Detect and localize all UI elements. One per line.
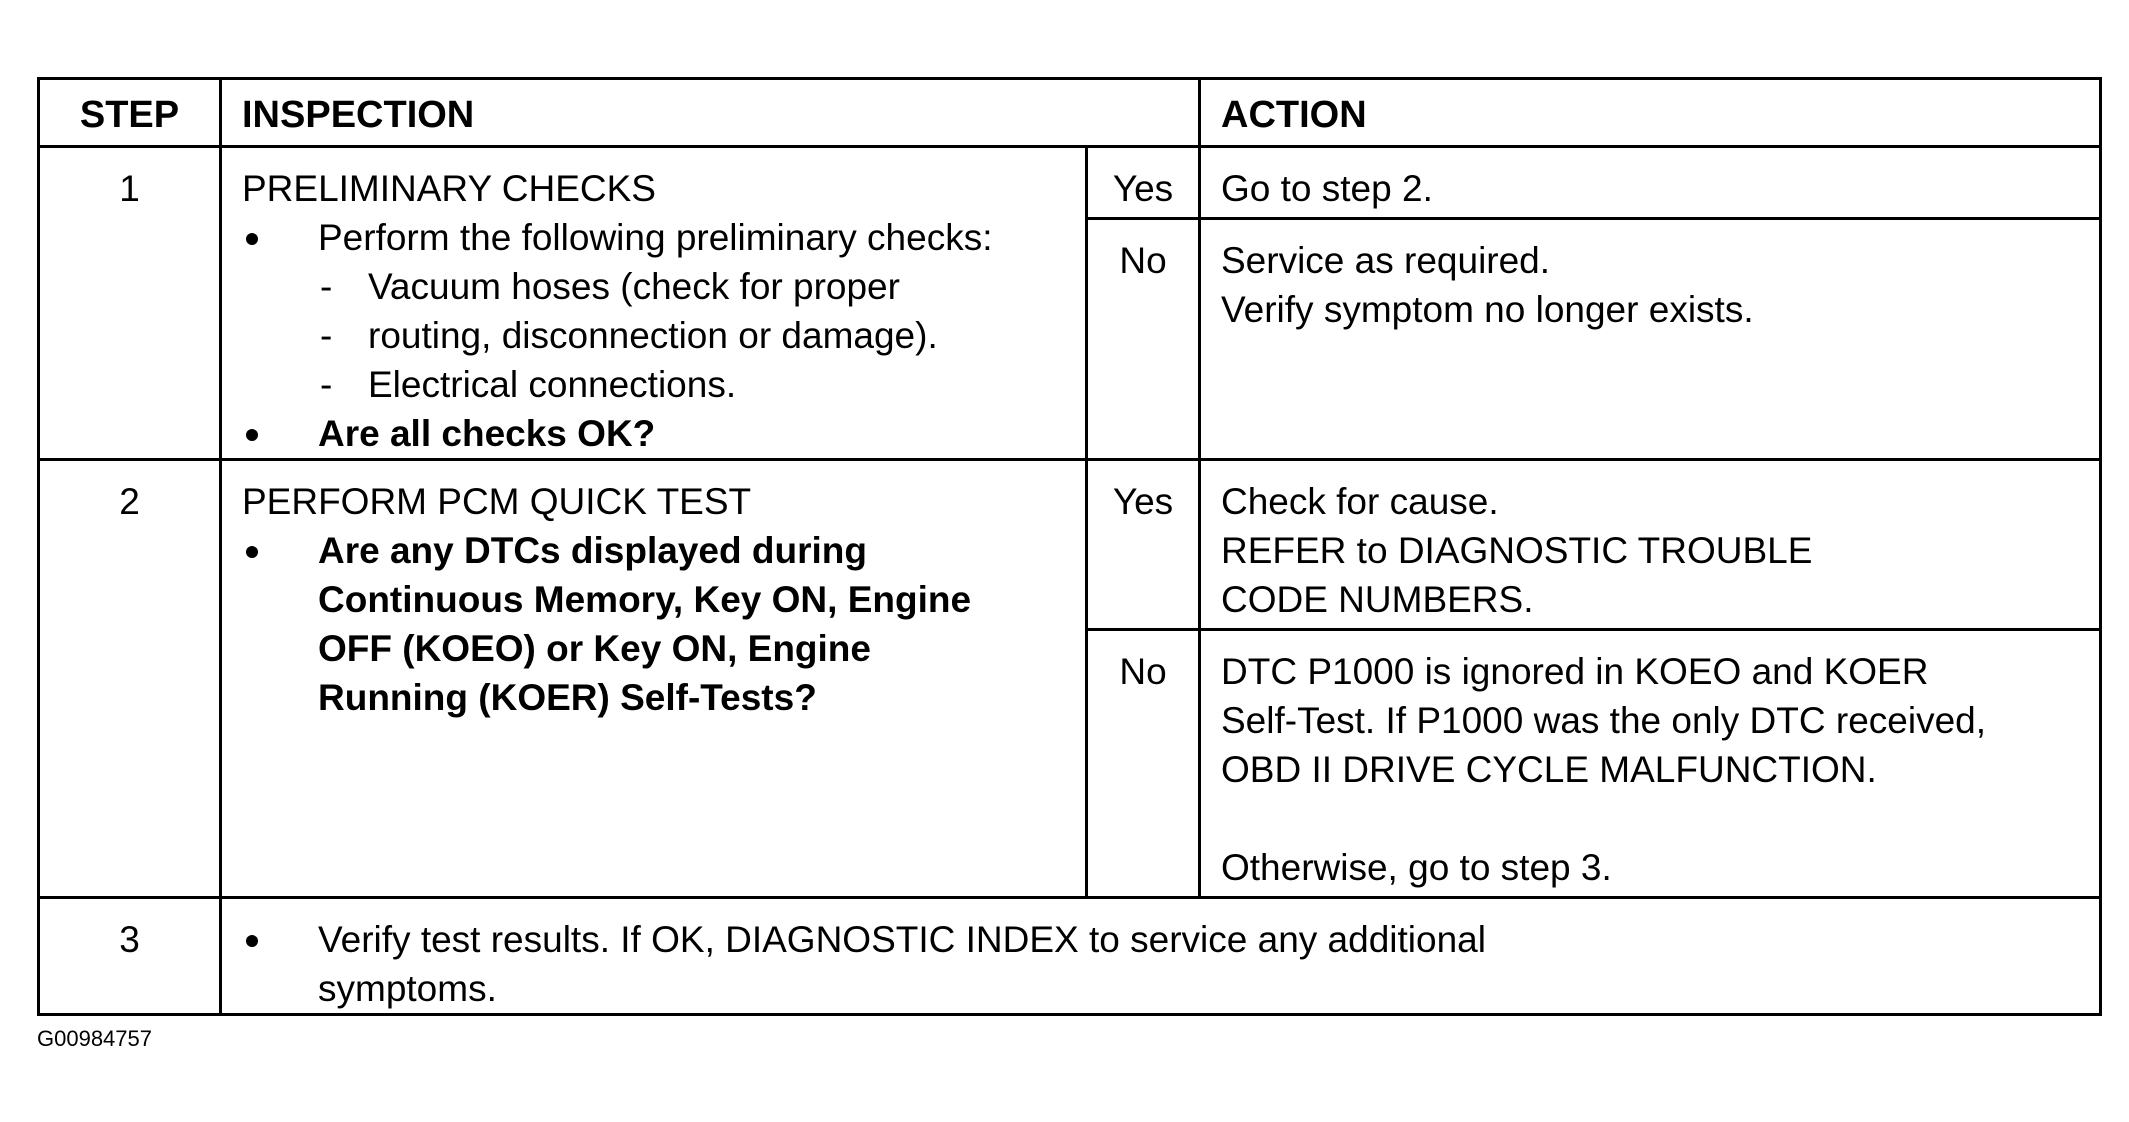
step-2-no-action-line-4: Otherwise, go to step 3. bbox=[1221, 847, 1612, 888]
step-3-line-1: Verify test results. If OK, DIAGNOSTIC INDEX to service any additional bbox=[318, 919, 1486, 960]
step-2-no-action-line-2: Self-Test. If P1000 was the only DTC received, bbox=[1221, 700, 1987, 741]
step-1-question: Are all checks OK? bbox=[242, 409, 1065, 458]
step-2-question-line-2: Continuous Memory, Key ON, Engine bbox=[318, 579, 972, 620]
step-2-yes-action-line-1: Check for cause. bbox=[1221, 481, 1499, 522]
step-2-yes-label: Yes bbox=[1087, 460, 1200, 630]
step-3-number: 3 bbox=[39, 898, 221, 1015]
step-1-yes-label: Yes bbox=[1087, 147, 1200, 219]
step-2-no-action-line-1: DTC P1000 is ignored in KOEO and KOER bbox=[1221, 651, 1929, 692]
step-1-title: PRELIMINARY CHECKS bbox=[242, 168, 656, 209]
step-3-inspection bbox=[221, 898, 2101, 1015]
action-header: ACTION bbox=[1200, 79, 2101, 147]
step-2-yes-action-line-3: CODE NUMBERS. bbox=[1221, 579, 1534, 620]
diagnostic-table bbox=[37, 77, 2102, 1016]
step-2-title: PERFORM PCM QUICK TEST bbox=[242, 481, 752, 522]
step-2-inspection bbox=[221, 460, 1087, 898]
step-2-number: 2 bbox=[39, 460, 221, 898]
step-1-bullet-1: Perform the following preliminary checks: bbox=[242, 213, 1065, 262]
step-2-question-line-3: OFF (KOEO) or Key ON, Engine bbox=[318, 628, 871, 669]
step-1-no-action bbox=[1200, 219, 2101, 460]
step-2-no-action bbox=[1200, 630, 2101, 898]
step-header: STEP bbox=[39, 79, 221, 147]
step-1-number: 1 bbox=[39, 147, 221, 460]
step-2-question-line-1: Are any DTCs displayed during bbox=[318, 530, 867, 571]
inspection-header: INSPECTION bbox=[221, 79, 1200, 147]
step-1-inspection bbox=[221, 147, 1087, 460]
step-2-no-action-spacer bbox=[1221, 794, 2079, 843]
header-row bbox=[39, 79, 2101, 147]
step-2-question bbox=[242, 526, 1065, 722]
figure-id: G00984757 bbox=[37, 1026, 152, 1051]
step-1-no-action-line-1: Service as required. bbox=[1221, 240, 1551, 281]
step-2-no-action-line-3: OBD II DRIVE CYCLE MALFUNCTION. bbox=[1221, 749, 1877, 790]
step-2-yes-action bbox=[1200, 460, 2101, 630]
step-2-yes-action-line-2: REFER to DIAGNOSTIC TROUBLE bbox=[1221, 530, 1813, 571]
step-2-no-label: No bbox=[1087, 630, 1200, 898]
step-1-sub-1b bbox=[242, 311, 1065, 360]
step-1-sub-1b-text: routing, disconnection or damage). bbox=[368, 315, 938, 356]
step-2-yes-row bbox=[39, 460, 2101, 630]
step-1-no-label: No bbox=[1087, 219, 1200, 460]
step-1-yes-row bbox=[39, 147, 2101, 219]
step-2-question-line-4: Running (KOER) Self-Tests? bbox=[318, 677, 817, 718]
step-1-yes-action: Go to step 2. bbox=[1200, 147, 2101, 219]
step-3-row bbox=[39, 898, 2101, 1015]
step-1-no-action-line-2: Verify symptom no longer exists. bbox=[1221, 289, 1754, 330]
step-1-sub-1a: - Vacuum hoses (check for proper bbox=[242, 262, 1065, 311]
step-1-sub-2: - Electrical connections. bbox=[242, 360, 1065, 409]
step-3-line-2: symptoms. bbox=[318, 968, 497, 1009]
step-3-bullet bbox=[242, 915, 2079, 1013]
